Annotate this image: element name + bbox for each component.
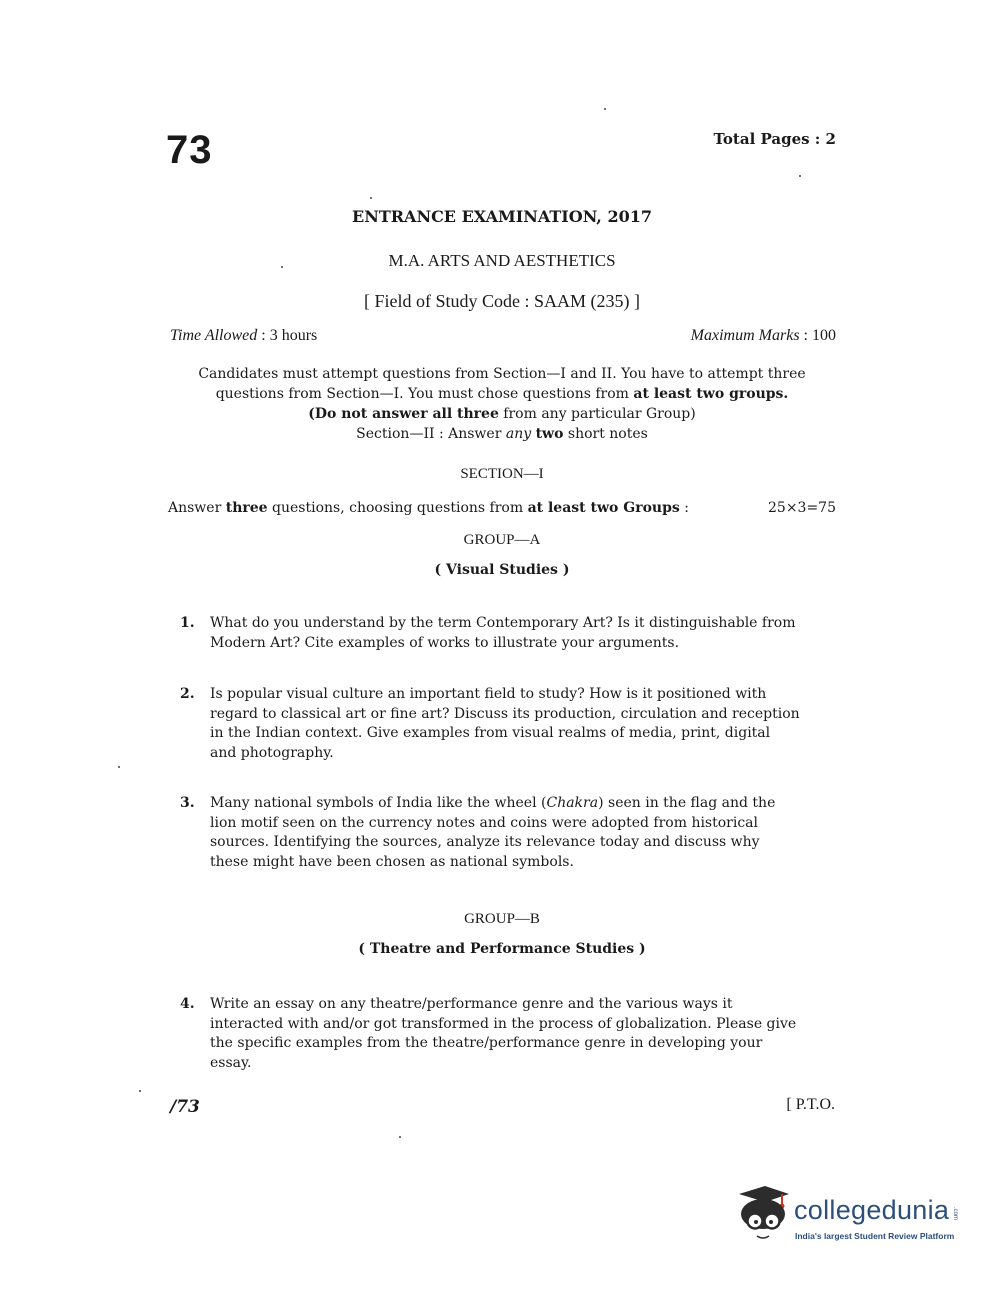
- group-subheading: ( Theatre and Performance Studies ): [358, 941, 646, 957]
- time-allowed: [170, 327, 317, 345]
- instruction-text: Section—II : Answer: [356, 426, 506, 442]
- scan-speck: [399, 1136, 401, 1138]
- question-item: [180, 995, 800, 1073]
- paper-code: 73: [166, 128, 213, 172]
- group-heading: GROUP—B: [464, 911, 540, 927]
- instruction-line: [0, 406, 993, 422]
- scan-speck: [118, 766, 120, 768]
- instruction-emphasis: two: [535, 426, 564, 442]
- time-allowed-label: Time Allowed: [170, 327, 258, 344]
- question-item: [180, 685, 800, 763]
- instruction-emphasis: (Do not answer all three: [308, 406, 499, 422]
- total-pages: Total Pages : 2: [713, 130, 836, 148]
- group-subheading: ( Visual Studies ): [434, 562, 570, 578]
- section-heading: SECTION—I: [460, 466, 544, 482]
- scan-speck: [799, 175, 801, 177]
- maximum-marks-label: Maximum Marks: [690, 327, 800, 344]
- instruction-emphasis: any: [505, 426, 532, 442]
- instruction-text: questions from Section—I. You must chose questions from: [215, 386, 634, 402]
- question-number: 2.: [180, 686, 195, 702]
- scan-speck: [281, 266, 283, 268]
- instruction-line: [0, 426, 993, 442]
- field-of-study-code: [ Field of Study Code : SAAM (235) ]: [364, 291, 640, 311]
- marks-scheme: 25×3=75: [768, 500, 836, 516]
- subject-title: M.A. ARTS AND AESTHETICS: [388, 251, 616, 270]
- collegedunia-wordmark: collegedunia: [794, 1195, 950, 1225]
- instruction-emphasis: at least two groups.: [633, 386, 789, 402]
- footer-paper-code: /73: [170, 1097, 200, 1117]
- maximum-marks-value: : 100: [803, 327, 836, 344]
- maximum-marks: [691, 327, 836, 345]
- pto-marker: [ P.T.O.: [786, 1096, 835, 1113]
- question-text: What do you understand by the term Contemporary Art? Is it distinguishable from Modern Art? Cite examples of works to illustrate your arguments.: [210, 615, 796, 651]
- question-item: [180, 614, 800, 653]
- scan-speck: [604, 108, 606, 110]
- time-allowed-value: : 3 hours: [261, 327, 318, 344]
- instruction-text: from any particular Group): [498, 406, 696, 422]
- mascot-icon: [739, 1186, 789, 1238]
- section-instruction: Answer three questions, choosing questions from at least two Groups :: [168, 500, 689, 516]
- instruction-text: short notes: [563, 426, 648, 442]
- question-number: 1.: [180, 615, 195, 631]
- scan-speck: [370, 197, 372, 199]
- question-text: Many national symbols of India like the wheel (Chakra) seen in the flag and the lion motif seen on the currency notes and coins were adopted from historical sources. Identifying the sources, analyze its relevance today and discuss why these might have been chosen as national symbols.: [210, 795, 776, 870]
- question-item: [180, 794, 800, 872]
- question-text: Write an essay on any theatre/performance genre and the various ways it interacted with and/or got transformed in the process of globalization. Please give the specific examples from the theatre/performance genre in developing your essay.: [210, 996, 797, 1071]
- exam-title: ENTRANCE EXAMINATION, 2017: [352, 207, 652, 226]
- collegedunia-tagline: India's largest Student Review Platform: [795, 1231, 955, 1241]
- collegedunia-domain: .com: [952, 1207, 958, 1221]
- group-heading: GROUP—A: [463, 532, 541, 548]
- question-text: Is popular visual culture an important field to study? How is it positioned with regard to classical art or fine art? Discuss its production, circulation and reception in the Indian context. Give examples from visual realms of media, print, digital and photography.: [210, 686, 800, 761]
- instruction-line: [0, 386, 993, 402]
- question-number: 4.: [180, 996, 195, 1012]
- instruction-line: Candidates must attempt questions from Section—I and II. You have to attempt three: [198, 366, 806, 382]
- question-number: 3.: [180, 795, 195, 811]
- scan-speck: [139, 1090, 141, 1092]
